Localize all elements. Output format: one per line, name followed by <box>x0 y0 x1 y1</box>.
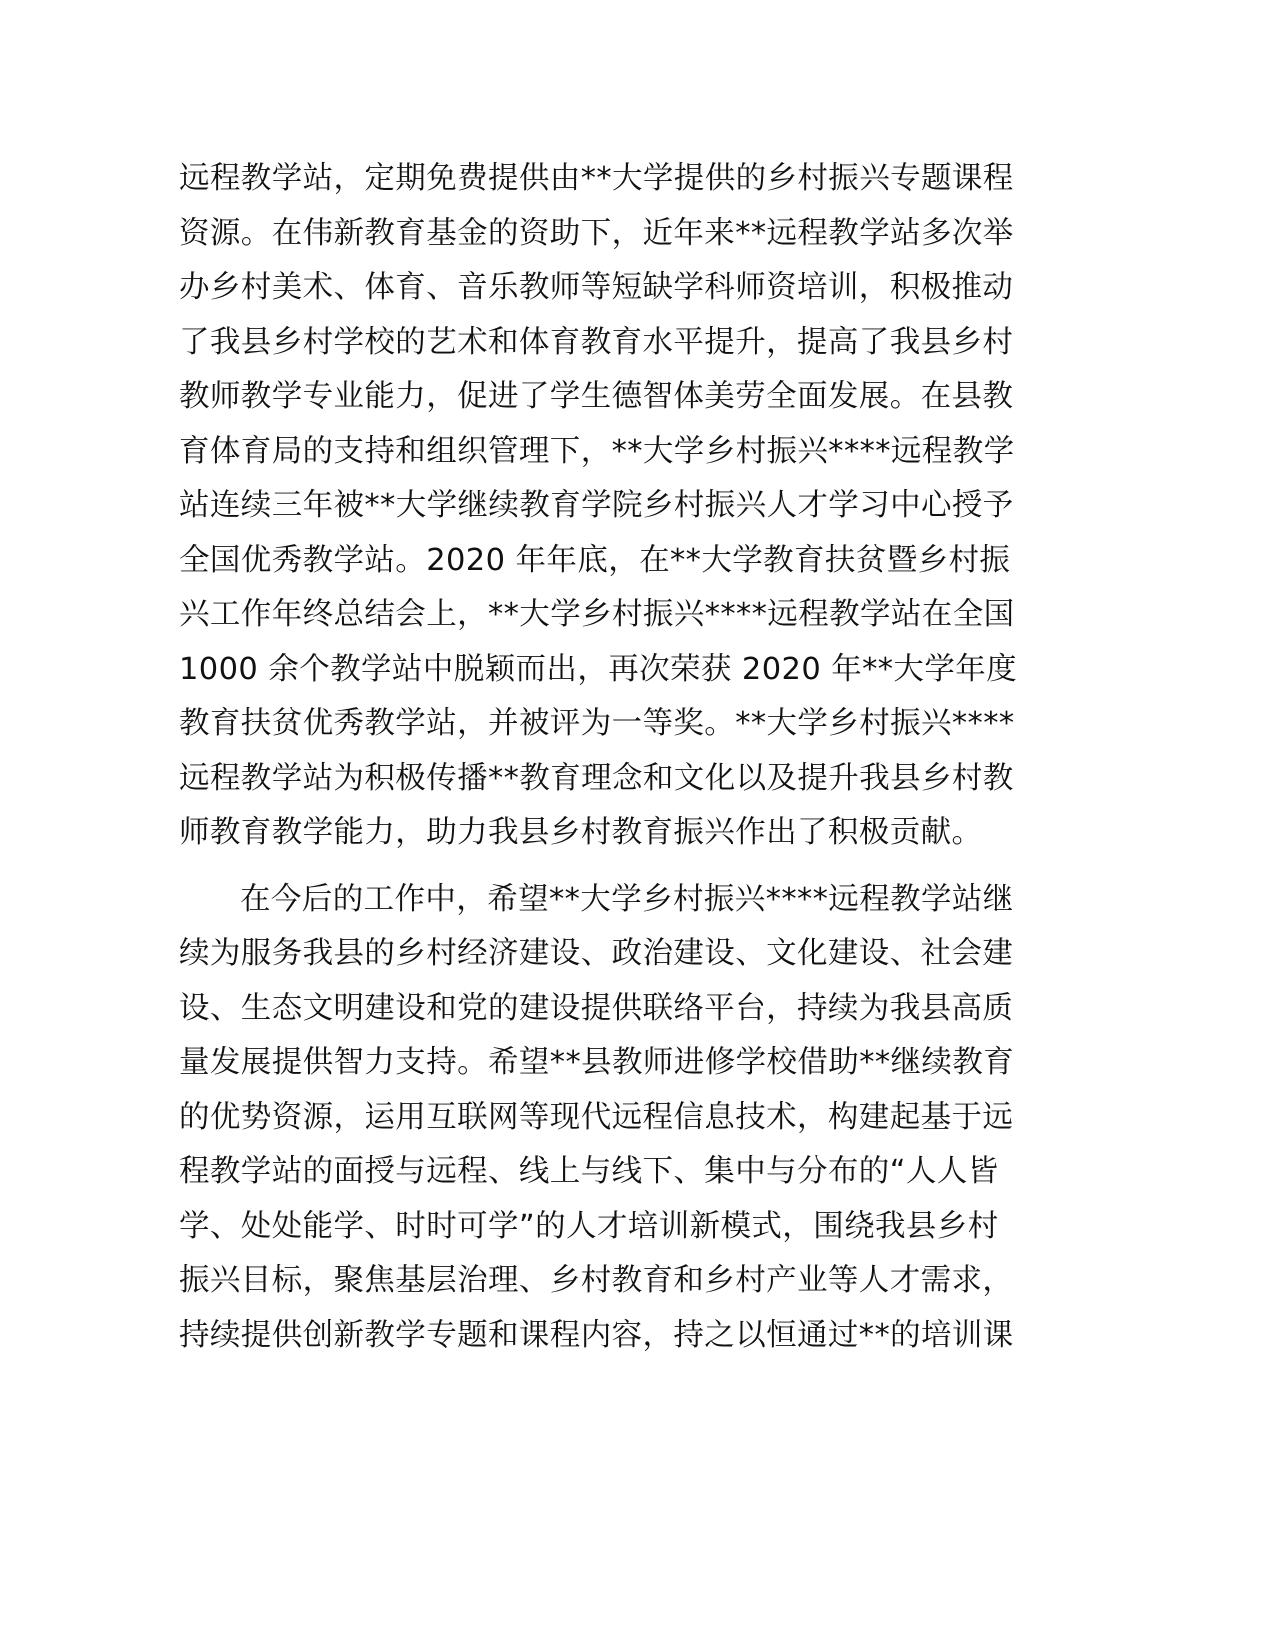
text-line: 育体育局的支持和组织管理下，**大学乡村振兴****远程教学 <box>179 433 1015 469</box>
text-line: 了我县乡村学校的艺术和体育教育水平提升，提高了我县乡村 <box>179 324 1014 360</box>
text-line: 1000 余个教学站中脱颖而出，再次荣获 2020 年**大学年度 <box>179 651 1018 687</box>
text-line: 设、生态文明建设和党的建设提供联络平台，持续为我县高质 <box>179 990 1014 1026</box>
text-line: 的优势资源，运用互联网等现代远程信息技术，构建起基于远 <box>179 1099 1014 1135</box>
text-line-indented: 在今后的工作中，希望**大学乡村振兴****远程教学站继 <box>240 881 1014 917</box>
text-line: 资源。在伟新教育基金的资助下，近年来**远程教学站多次举 <box>179 215 1014 251</box>
text-line: 程教学站的面授与远程、线上与线下、集中与分布的“人人皆 <box>179 1154 999 1189</box>
text-line: 师教育教学能力，助力我县乡村教育振兴作出了积极贡献。 <box>179 815 983 850</box>
text-line: 教育扶贫优秀教学站，并被评为一等奖。**大学乡村振兴**** <box>179 706 1015 741</box>
text-line: 站连续三年被**大学继续教育学院乡村振兴人才学习中心授予 <box>179 488 1014 523</box>
text-line: 办乡村美术、体育、音乐教师等短缺学科师资培训，积极推动 <box>179 270 1014 305</box>
text-line: 量发展提供智力支持。希望**县教师进修学校借助**继续教育 <box>179 1045 1015 1080</box>
text-line: 兴工作年终总结会上，**大学乡村振兴****远程教学站在全国 <box>179 597 1015 632</box>
paragraph-1 <box>179 152 1039 861</box>
text-line: 远程教学站，定期免费提供由**大学提供的乡村振兴专题课程 <box>179 161 1014 196</box>
document-body <box>179 152 1039 1363</box>
text-line: 学、处处能学、时时可学”的人才培训新模式，围绕我县乡村 <box>179 1208 999 1244</box>
text-line: 续为服务我县的乡村经济建设、政治建设、文化建设、社会建 <box>179 936 1014 971</box>
text-line: 全国优秀教学站。2020 年年底，在**大学教育扶贫暨乡村振 <box>179 542 1011 578</box>
text-line: 持续提供创新教学专题和课程内容，持之以恒通过**的培训课 <box>179 1317 1014 1353</box>
paragraph-spacer <box>179 861 1039 873</box>
text-line: 远程教学站为积极传播**教育理念和文化以及提升我县乡村教 <box>179 760 1014 796</box>
paragraph-2 <box>179 873 1039 1364</box>
text-line: 振兴目标，聚焦基层治理、乡村教育和乡村产业等人才需求， <box>179 1263 1014 1298</box>
text-line: 教师教学专业能力，促进了学生德智体美劳全面发展。在县教 <box>179 379 1014 414</box>
